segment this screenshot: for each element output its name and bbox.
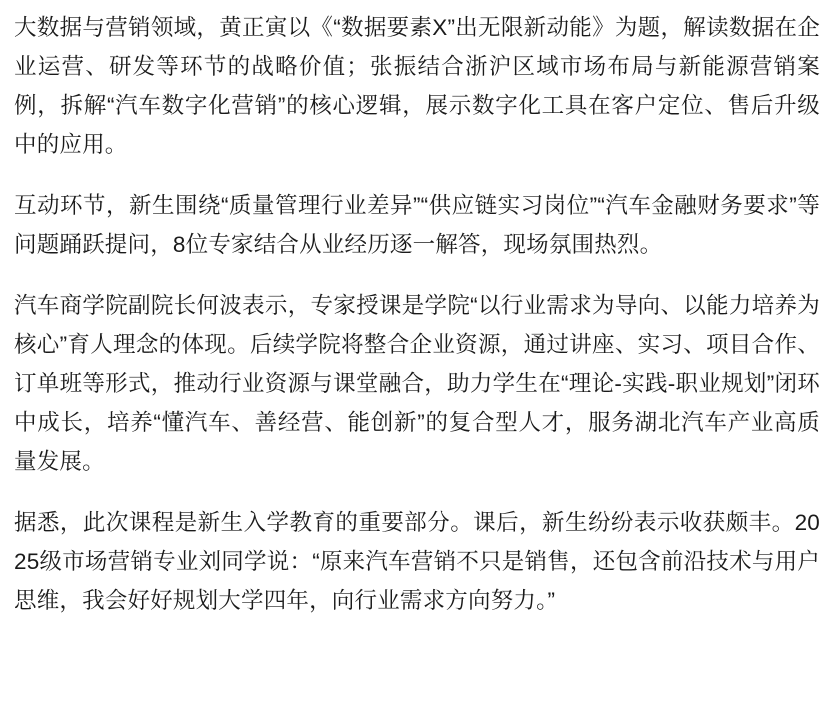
- article-paragraph: 汽车商学院副院长何波表示，专家授课是学院“以行业需求为导向、以能力培养为核心”育人理念的体现。后续学院将整合企业资源，通过讲座、实习、项目合作、订单班等形式，推动行业资源与课堂融合，助力学生在“理论-实践-职业规划”闭环中成长，培养“懂汽车、善经营、能创新”的复合型人才，服务湖北汽车产业高质量发展。: [14, 293, 820, 474]
- article-paragraph: 据悉，此次课程是新生入学教育的重要部分。课后，新生纷纷表示收获颇丰。2025级市场营销专业刘同学说：“原来汽车营销不只是销售，还包含前沿技术与用户思维，我会好好规划大学四年，向行业需求方向努力。”: [14, 510, 820, 613]
- article-paragraph: 互动环节，新生围绕“质量管理行业差异”“供应链实习岗位”“汽车金融财务要求”等问题踊跃提问，8位专家结合从业经历逐一解答，现场氛围热烈。: [14, 193, 820, 257]
- article-paragraph: 大数据与营销领域，黄正寅以《“数据要素X”出无限新动能》为题，解读数据在企业运营、研发等环节的战略价值；张振结合浙沪区域市场布局与新能源营销案例，拆解“汽车数字化营销”的核心逻辑，展示数字化工具在客户定位、售后升级中的应用。: [14, 15, 820, 157]
